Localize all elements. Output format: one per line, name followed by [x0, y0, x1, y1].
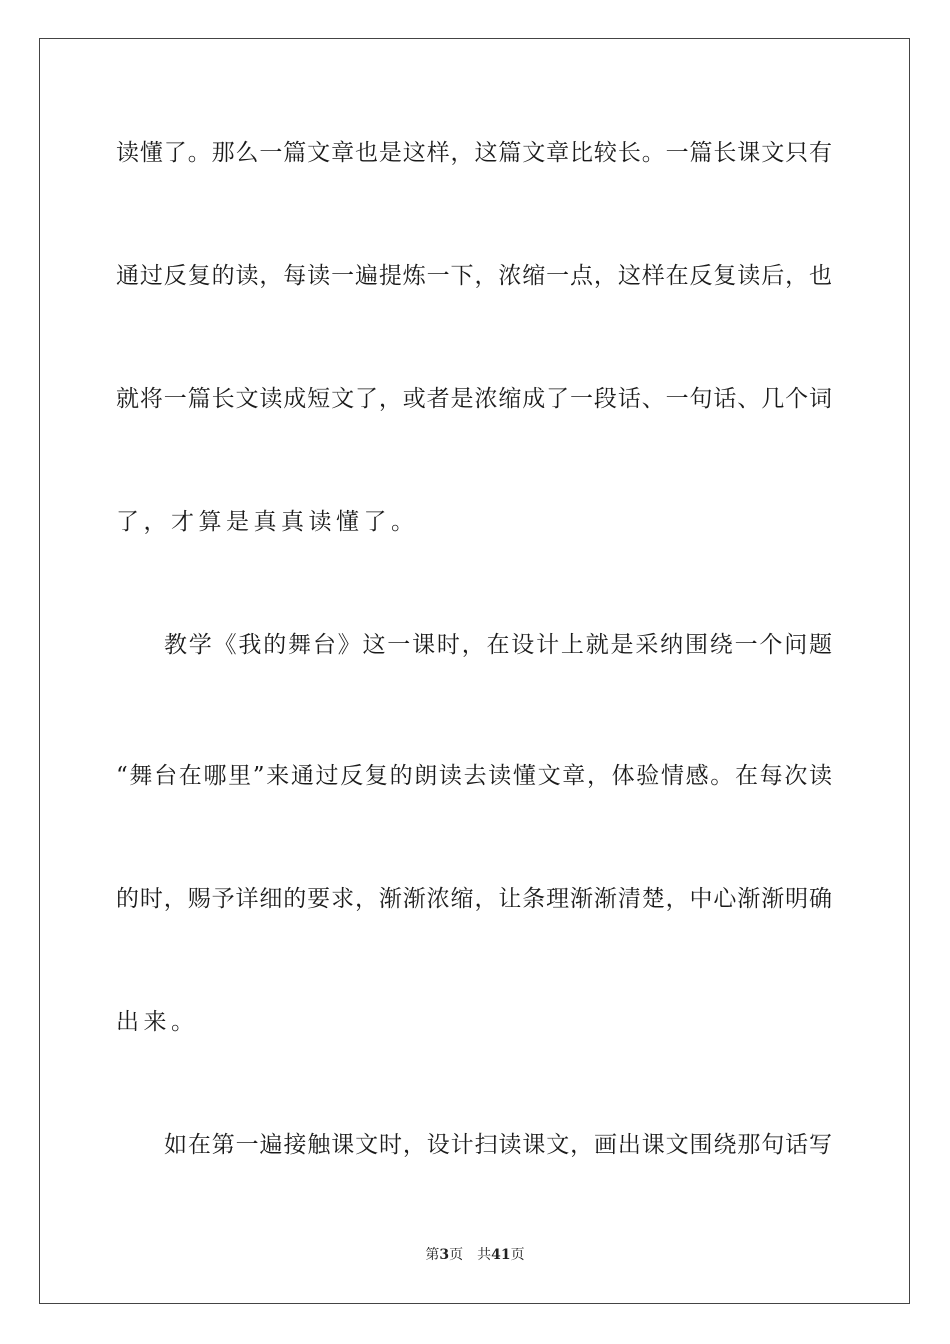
footer-page-number: 3 [439, 1247, 450, 1263]
page-border [39, 38, 910, 1304]
body-text-line-1: 读懂了。那么一篇文章也是这样，这篇文章比较长。一篇长课文只有 [116, 140, 832, 166]
footer-total-pages: 41 [491, 1247, 511, 1263]
body-text-line-6: “舞台在哪里”来通过反复的朗读去读懂文章，体验情感。在每次读 [116, 763, 832, 789]
body-text-line-9: 如在第一遍接触课文时，设计扫读课文，画出课文围绕那句话写 [164, 1132, 832, 1158]
footer-total-suffix: 页 [510, 1247, 525, 1263]
footer-page-suffix: 页 [449, 1247, 464, 1263]
body-text-line-3: 就将一篇长文读成短文了，或者是浓缩成了一段话、一句话、几个词 [116, 386, 832, 412]
body-text-line-5: 教学《我的舞台》这一课时，在设计上就是采纳围绕一个问题 [164, 632, 832, 658]
body-text-line-8: 出来。 [116, 1009, 199, 1035]
page-footer [0, 1246, 950, 1264]
footer-total-prefix: 共 [477, 1247, 492, 1263]
body-text-line-4: 了，才算是真真读懂了。 [116, 509, 419, 535]
footer-page-prefix: 第 [425, 1247, 440, 1263]
body-text-line-7: 的时，赐予详细的要求，渐渐浓缩，让条理渐渐清楚，中心渐渐明确 [116, 886, 832, 912]
body-text-line-2: 通过反复的读，每读一遍提炼一下，浓缩一点，这样在反复读后，也 [116, 263, 832, 289]
